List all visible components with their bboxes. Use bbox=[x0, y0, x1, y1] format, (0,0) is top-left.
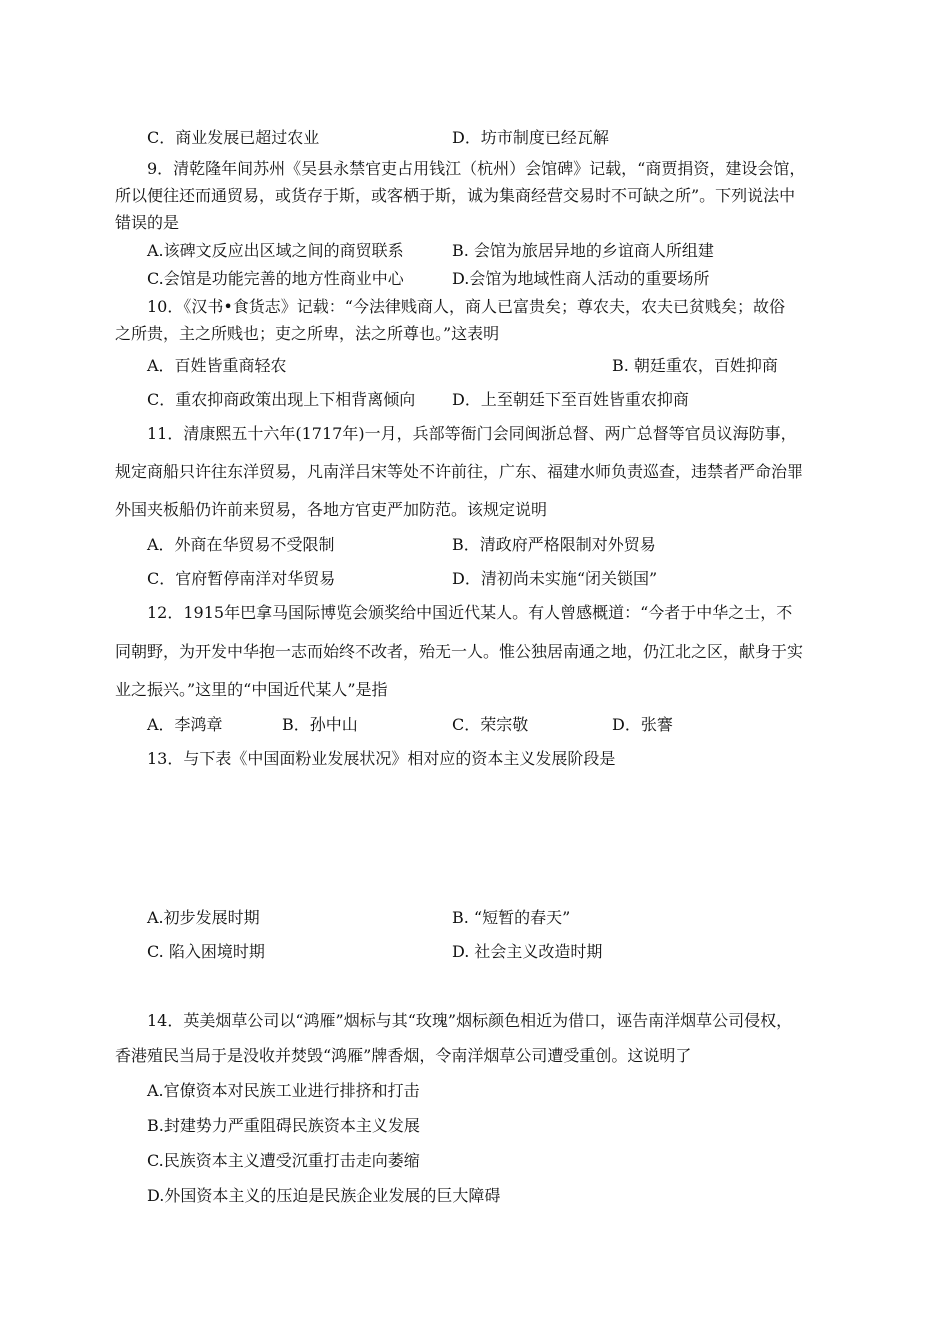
q13-stem: 13．与下表《中国面粉业发展状况》相对应的资本主义发展阶段是 bbox=[147, 749, 616, 768]
q9-stem-line-2: 所以便往还而通贸易，或货存于斯，或客栖于斯，诚为集商经营交易时不可缺之所”。下列说法中 bbox=[115, 186, 796, 205]
q13-option-a: A.初步发展时期 bbox=[147, 908, 260, 927]
q13-option-d: D. 社会主义改造时期 bbox=[452, 942, 603, 961]
q10-stem-line-1: 10．《汉书•食货志》记载：“今法律贱商人，商人已富贵矣；尊农夫，农夫已贫贱矣；故俗 bbox=[147, 297, 785, 316]
q13-option-c: C. 陷入困境时期 bbox=[147, 942, 265, 961]
q10-option-a: A．百姓皆重商轻农 bbox=[147, 356, 287, 375]
q10-stem-line-2: 之所贵，主之所贱也；吏之所卑，法之所尊也。”这表明 bbox=[115, 324, 500, 343]
q11-option-d: D．清初尚未实施“闭关锁国” bbox=[452, 569, 658, 588]
q12-stem-line-1: 12．1915年巴拿马国际博览会颁奖给中国近代某人。有人曾感概道：“今者于中华之士，不 bbox=[147, 603, 793, 622]
q12-option-b: B．孙中山 bbox=[282, 715, 358, 734]
q12-stem-line-2: 同朝野，为开发中华抱一志而始终不改者，殆无一人。惟公独居南通之地，仍江北之区，献身于实 bbox=[115, 642, 804, 661]
q11-stem-line-1: 11．清康熙五十六年(1717年)一月，兵部等衙门会同闽浙总督、两广总督等官员议海防事， bbox=[147, 424, 797, 443]
q9-stem-line-3: 错误的是 bbox=[115, 213, 180, 232]
q14-stem-line-2: 香港殖民当局于是没收并焚毁“鸿雁”牌香烟，令南洋烟草公司遭受重创。这说明了 bbox=[115, 1046, 692, 1065]
q11-stem-line-3: 外国夹板船仍许前来贸易，各地方官吏严加防范。该规定说明 bbox=[115, 500, 548, 519]
q13-option-b: B. “短暂的春天” bbox=[452, 908, 571, 927]
q12-stem-line-3: 业之振兴。”这里的“中国近代某人”是指 bbox=[115, 680, 388, 699]
q9-option-a: A.该碑文反应出区域之间的商贸联系 bbox=[147, 241, 404, 260]
q9-option-d: D.会馆为地域性商人活动的重要场所 bbox=[452, 269, 710, 288]
q12-option-c: C．荣宗敬 bbox=[452, 715, 529, 734]
q11-option-a: A．外商在华贸易不受限制 bbox=[147, 535, 335, 554]
q12-option-a: A．李鸿章 bbox=[147, 715, 223, 734]
q10-option-b: B. 朝廷重农，百姓抑商 bbox=[612, 356, 778, 375]
q9-option-b: B. 会馆为旅居异地的乡谊商人所组建 bbox=[452, 241, 714, 260]
q10-option-c: C．重农抑商政策出现上下相背离倾向 bbox=[147, 390, 416, 409]
q8-option-d: D．坊市制度已经瓦解 bbox=[452, 128, 609, 147]
q14-stem-line-1: 14．英美烟草公司以“鸿雁”烟标与其“玫瑰”烟标颜色相近为借口，诬告南洋烟草公司侵权， bbox=[147, 1011, 793, 1030]
q9-stem-line-1: 9．清乾隆年间苏州《吴县永禁官吏占用钱江（杭州）会馆碑》记载，“商贾捐资，建设会馆， bbox=[147, 159, 806, 178]
q14-option-d: D.外国资本主义的压迫是民族企业发展的巨大障碍 bbox=[147, 1186, 501, 1205]
q12-option-d: D．张謇 bbox=[612, 715, 673, 734]
q8-option-c: C．商业发展已超过农业 bbox=[147, 128, 320, 147]
q11-option-b: B．清政府严格限制对外贸易 bbox=[452, 535, 656, 554]
q14-option-c: C.民族资本主义遭受沉重打击走向萎缩 bbox=[147, 1151, 420, 1170]
q11-stem-line-2: 规定商船只许往东洋贸易，凡南洋吕宋等处不许前往，广东、福建水师负责巡查，违禁者严命治罪 bbox=[115, 462, 804, 481]
q9-option-c: C.会馆是功能完善的地方性商业中心 bbox=[147, 269, 404, 288]
q10-option-d: D．上至朝廷下至百姓皆重农抑商 bbox=[452, 390, 689, 409]
q11-option-c: C．官府暂停南洋对华贸易 bbox=[147, 569, 336, 588]
q14-option-a: A.官僚资本对民族工业进行排挤和打击 bbox=[147, 1081, 420, 1100]
q14-option-b: B.封建势力严重阻碍民族资本主义发展 bbox=[147, 1116, 420, 1135]
